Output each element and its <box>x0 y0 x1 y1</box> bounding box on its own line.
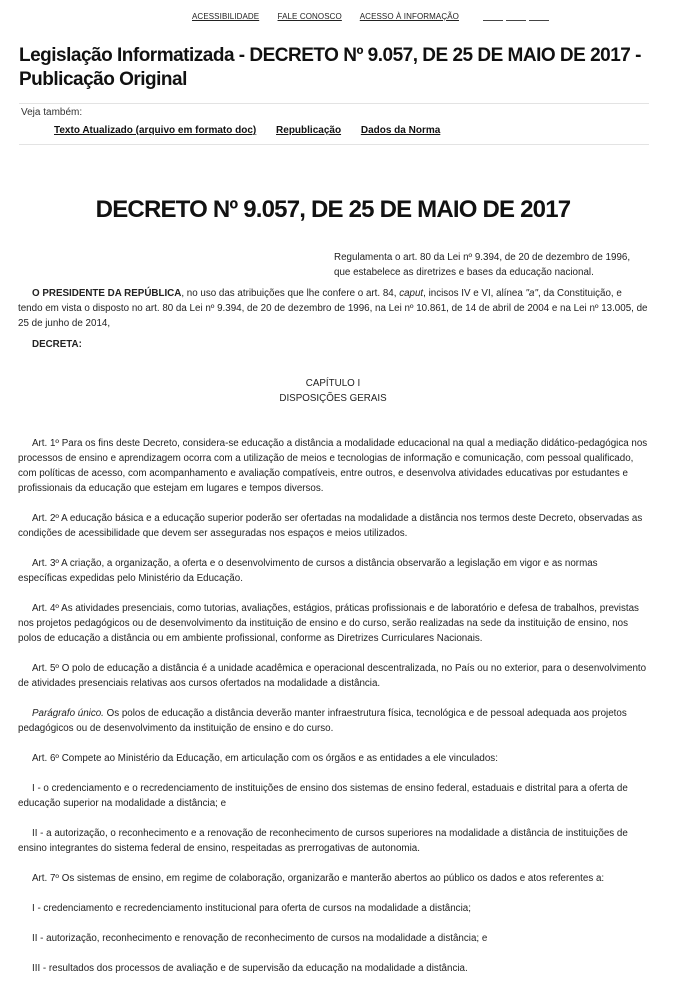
article-6-item-ii: II - a autorização, o reconhecimento e a renovação de reconhecimento de cursos superiores na modalidade a distância de instituições de ensino integrantes do sistema federal de ensino, respeitadas as prerrogativas de autonomia. <box>18 828 628 854</box>
article-6-item-i: I - o credenciamento e o recredenciamento de instituições de ensino dos sistemas de ensino federal, estaduais e distrital para a oferta de educação superior na modalidade a distância; e <box>18 783 628 809</box>
article-5-sole-paragraph: Parágrafo único. Os polos de educação a distância deverão manter infraestrutura física, tecnológica e de pessoal adequada aos projetos pedagógicos ou de desenvolvimento da instituição de ensino e do curso. <box>18 708 627 734</box>
article-3: Art. 3º A criação, a organização, a oferta e o desenvolvimento de cursos a distância observarão a legislação em vigor e as normas específicas expedidas pelo Ministério da Educação. <box>18 558 598 584</box>
chapter-title: DISPOSIÇÕES GERAIS <box>279 393 387 404</box>
norm-data-link[interactable]: Dados da Norma <box>360 125 441 136</box>
article-2: Art. 2º A educação básica e a educação superior poderão ser ofertadas na modalidade a distância nos termos deste Decreto, observadas as condições de acessibilidade que devem ser asseguradas nos espaços e meios utilizados. <box>18 513 643 539</box>
top-navigation <box>192 12 552 21</box>
article-4: Art. 4º As atividades presenciais, como tutorias, avaliações, estágios, práticas profissionais e de laboratório e defesa de trabalhos, previstas nos projetos pedagógicos ou de desenvolvimento da instituição de ensino e do curso, serão realizadas na sede da instituição de ensino, nos polos de educação a distância ou em ambiente profissional, conforme as Diretrizes Curriculares Nacionais. <box>18 603 639 644</box>
accessibility-link[interactable]: ACESSIBILIDADE <box>192 12 260 21</box>
article-7-item-ii: II - autorização, reconhecimento e renovação de reconhecimento de cursos na modalidade a distância; e <box>32 933 488 944</box>
chapter-number: CAPÍTULO I <box>305 378 361 389</box>
contact-link[interactable]: FALE CONOSCO <box>277 12 342 21</box>
decreta: DECRETA: <box>32 339 82 350</box>
article-6: Art. 6º Compete ao Ministério da Educação, em articulação com os órgãos e as entidades a ele vinculados: <box>32 753 498 764</box>
ementa: Regulamenta o art. 80 da Lei nº 9.394, de 20 de dezembro de 1996, que estabelece as diretrizes e bases da educação nacional. <box>334 252 631 278</box>
updated-text-link[interactable]: Texto Atualizado (arquivo em formato doc) <box>54 125 257 136</box>
page-title: Legislação Informatizada - DECRETO Nº 9.057, DE 25 DE MAIO DE 2017 - Publicação Original <box>19 45 641 90</box>
article-7-item-i: I - credenciamento e recredenciamento institucional para oferta de cursos na modalidade a distância; <box>32 903 471 914</box>
see-also-label: Veja também: <box>21 107 83 118</box>
article-5: Art. 5º O polo de educação a distância é a unidade acadêmica e operacional descentralizada, no País ou no exterior, para o desenvolvimento de atividades presenciais relativas aos cursos ofertados na modalidade a distância. <box>18 663 647 689</box>
preamble-president: O PRESIDENTE DA REPÚBLICA <box>32 288 182 299</box>
article-7-item-iii: III - resultados dos processos de avaliação e de supervisão da educação na modalidade a distância. <box>32 963 468 974</box>
decree-body <box>18 286 648 976</box>
blank-links <box>483 12 552 21</box>
decree-title: DECRETO Nº 9.057, DE 25 DE MAIO DE 2017 <box>95 196 571 223</box>
info-access-link[interactable]: ACESSO À INFORMAÇÃO <box>359 12 459 21</box>
republication-link[interactable]: Republicação <box>276 125 342 136</box>
see-also-links <box>54 125 457 136</box>
article-1: Art. 1º Para os fins deste Decreto, considera-se educação a distância a modalidade educacional na qual a mediação didático-pedagógica nos processos de ensino e aprendizagem ocorra com a utilização de meios e tecnologias de informação e comunicação, com pessoal qualificado, com políticas de acesso, com acompanhamento e avaliação compatíveis, entre outros, e desenvolva atividades educativas por estudantes e profissionais da educação que estejam em lugares e tempos diversos. <box>18 438 648 494</box>
see-also-bar <box>19 103 649 145</box>
article-7: Art. 7º Os sistemas de ensino, em regime de colaboração, organizarão e manterão abertos ao público os dados e atos referentes a: <box>32 873 605 884</box>
preamble: O PRESIDENTE DA REPÚBLICA, no uso das atribuições que lhe confere o art. 84, caput, incisos IV e VI, alínea "a", da Constituição, e tendo em vista o disposto no art. 80 da Lei nº 9.394, de 20 de dezembro de 1996, na Lei nº 10.861, de 14 de abril de 2004 e na Lei nº 13.005, de 25 de junho de 2014, <box>18 288 648 329</box>
